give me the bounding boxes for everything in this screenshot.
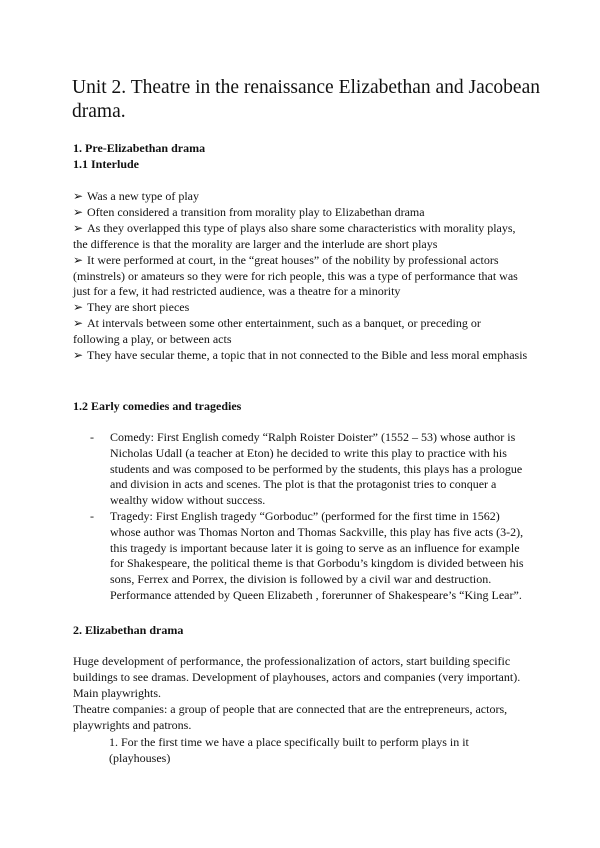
arrow-bullet-icon: ➢ xyxy=(73,220,84,235)
list-item: ➢ At intervals between some other entertainment, such as a banquet, or preceding or following a play, or between acts xyxy=(73,316,481,347)
arrow-bullet-icon: ➢ xyxy=(73,204,84,219)
list-item-tragedy: - Tragedy: First English tragedy “Gorboduc” (performed for the first time in 1562) whose author was Thomas Norton and Thomas Sackville, this play has five acts (3-2), this tragedy is important because later it is going to serve as an influence for example for Shakespeare, the political theme is that Gorbodu’s kingdom is divided between his sons, Ferrex and Porrex, the division is followed by a civil war and destruction. Performance attended by Queen Elizabeth , forerunner of Shakespeare’s “King Lear”. xyxy=(90,508,524,602)
arrow-bullet-icon: ➢ xyxy=(73,189,84,203)
dash-bullet-icon: - xyxy=(90,430,94,444)
dash-bullet-icon: - xyxy=(90,508,94,523)
page-title: Unit 2. Theatre in the renaissance Elizabethan and Jacobean drama. xyxy=(72,77,540,122)
arrow-bullet-icon: ➢ xyxy=(73,316,84,331)
list-item: ➢ They have secular theme, a topic that in not connected to the Bible and less moral emphasis xyxy=(73,348,528,363)
interlude-bullet-list xyxy=(73,189,529,364)
numbered-item-playhouses: 1. For the first time we have a place specifically built to perform plays in it (playhouses) xyxy=(109,735,469,765)
list-item: ➢ Was a new type of play xyxy=(73,189,199,203)
subheading-early-comedies: 1.2 Early comedies and tragedies xyxy=(73,399,242,413)
list-item: ➢ It were performed at court, in the “great houses” of the nobility by professional actors (minstrels) or amateurs so they were for rich people, this was a type of performance that was just for a few, it had restricted audience, was a theatre for a minority xyxy=(73,252,518,299)
section-heading-elizabethan: 2. Elizabethan drama xyxy=(73,623,184,637)
list-item: ➢ They are short pieces xyxy=(73,300,190,315)
early-plays-list xyxy=(73,430,529,604)
list-item: ➢ Often considered a transition from morality play to Elizabethan drama xyxy=(73,204,425,219)
list-item-comedy: - Comedy: First English comedy “Ralph Roister Doister” (1552 – 53) whose author is Nicholas Udall (a teacher at Eton) he decided to write this play to practice with his students and was composed to be performed by the students, this plays has a prologue and division in acts and scenes. The plot is that the protagonist tries to conquer a wealthy widow without success. xyxy=(90,430,523,508)
paragraph-theatre-companies: Theatre companies: a group of people that are connected that are the entrepreneurs, actors, playwrights and patrons. xyxy=(73,702,508,732)
arrow-bullet-icon: ➢ xyxy=(73,300,84,315)
subheading-interlude: 1.1 Interlude xyxy=(73,157,139,171)
arrow-bullet-icon: ➢ xyxy=(73,252,84,267)
arrow-bullet-icon: ➢ xyxy=(73,348,84,363)
paragraph-development: Huge development of performance, the professionalization of actors, start building specific buildings to see dramas. Development of playhouses, actors and companies (very important). Main playwrights. xyxy=(73,654,521,700)
section-heading-pre-elizabethan: 1. Pre-Elizabethan drama xyxy=(73,141,206,155)
list-item: ➢ As they overlapped this type of plays also share some characteristics with morality plays, the difference is that the morality are larger and the interlude are short plays xyxy=(73,220,516,251)
